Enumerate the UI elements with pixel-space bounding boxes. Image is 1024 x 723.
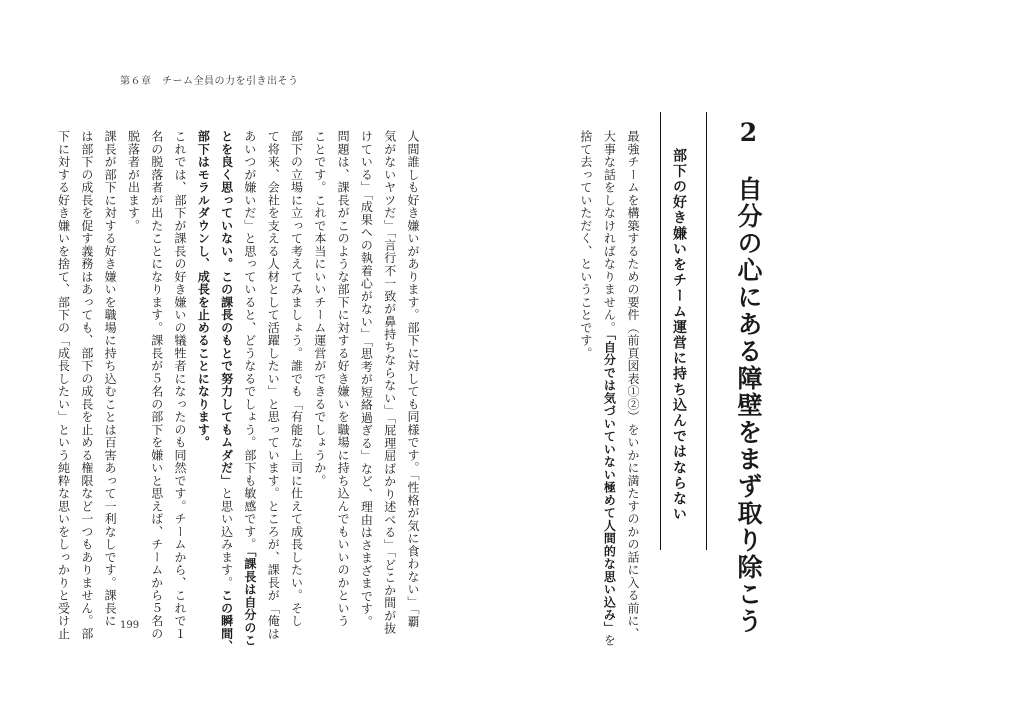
emphasis-text: 部下はモラルダウンし、成長を止めることになります。 [196,130,211,449]
running-head: 第６章 チーム全員の力を引き出そう [120,76,299,87]
text-line [620,130,644,640]
text-run: 部下の立場に立って考えてみましょう。誰でも「有能な上司に仕えて成長したい。そし [289,130,304,628]
text-line [354,130,377,628]
text-run: 最強チームを構築するための要件（前頁図表①②）をいかに満たすのかの話に入る前に、 [626,130,640,640]
text-run: 捨て去っていただく、ということです。 [578,130,593,360]
text-line [75,130,98,640]
text-line [51,130,74,640]
text-line [308,130,331,608]
text-line [261,130,284,640]
text-line [191,130,214,608]
text-line [597,130,621,647]
subtitle-rule-bottom [660,112,661,550]
emphasis-text: この瞬間、 [219,589,234,653]
text-run: これでは、部下が課長の好き嫌いの犠牲者になったのも同然です。チームから、これで１ [173,130,188,640]
text-run: 問題は、課長がこのような部下に対する好き嫌いを職場に持ち込んでもいいのかという [336,130,351,628]
text-run: けている」「成果への執着心がない」「思考が短絡過ぎる」など、理由はさまざまです。 [359,130,374,628]
text-run: あいつが嫌いだ」と思っていると、どうなるでしょう。部下も敏感です。 [242,130,257,551]
text-run: 課長が部下に対する好き嫌いを職場に持ち込むことは百害あって一利なしです。課長に [103,130,118,628]
emphasis-text: 「自分では気づいていない極めて人間的な思い込み」 [602,334,617,634]
text-run: 下に対する好き嫌いを捨て、部下の「成長したい」という純粋な思いをしっかりと受け止 [56,130,71,640]
text-run: 大事な話をしなければなりません。 [602,130,617,334]
intro-paragraph [573,130,644,647]
text-line [238,130,261,647]
text-line [401,130,424,628]
text-line [377,130,400,635]
text-run: 気がないヤツだ」「言行不一致が鼻持ちならない」「屁理屈ばかり述べる」「どこか間が抜 [382,130,397,635]
text-run: を [602,634,617,647]
text-line [214,130,237,653]
section-subtitle: 部下の好き嫌いをチーム運営に持ち込んではならない [671,148,687,523]
text-run: 脱落者が出ます。 [126,130,141,232]
text-line [121,130,144,608]
page-number: 199 [120,620,140,631]
text-run: と思い込みます。 [219,487,234,589]
text-run: て将来、会社を支える人材として活躍したい」と思っています。ところが、課長が「俺は [266,130,281,640]
text-line [573,130,597,600]
text-run: ことです。これで本当にいいチーム運営ができるでしょうか。 [312,130,327,487]
emphasis-text: とを良く思っていない。この課長のもとで努力してもムダだ」 [219,130,234,487]
text-line [98,130,121,628]
text-line [284,130,307,628]
subtitle-rule-top [706,112,707,550]
text-line [168,130,191,640]
emphasis-text: 「課長は自分のこ [242,550,257,647]
text-line [144,130,167,640]
section-title: 2 自分の心にある障壁をまず取り除こう [734,118,763,635]
text-run: 名の脱落者が出たことになります。課長が５名の部下を嫌いと思えば、チームから５名の [149,130,164,640]
text-run: 人間誰しも好き嫌いがあります。部下に対しても同様です。「性格が気に食わない」「覇 [406,130,420,628]
text-run: は部下の成長を促す義務はあっても、部下の成長を止める権限など一つもありません。部 [79,130,94,640]
text-line [331,130,354,628]
